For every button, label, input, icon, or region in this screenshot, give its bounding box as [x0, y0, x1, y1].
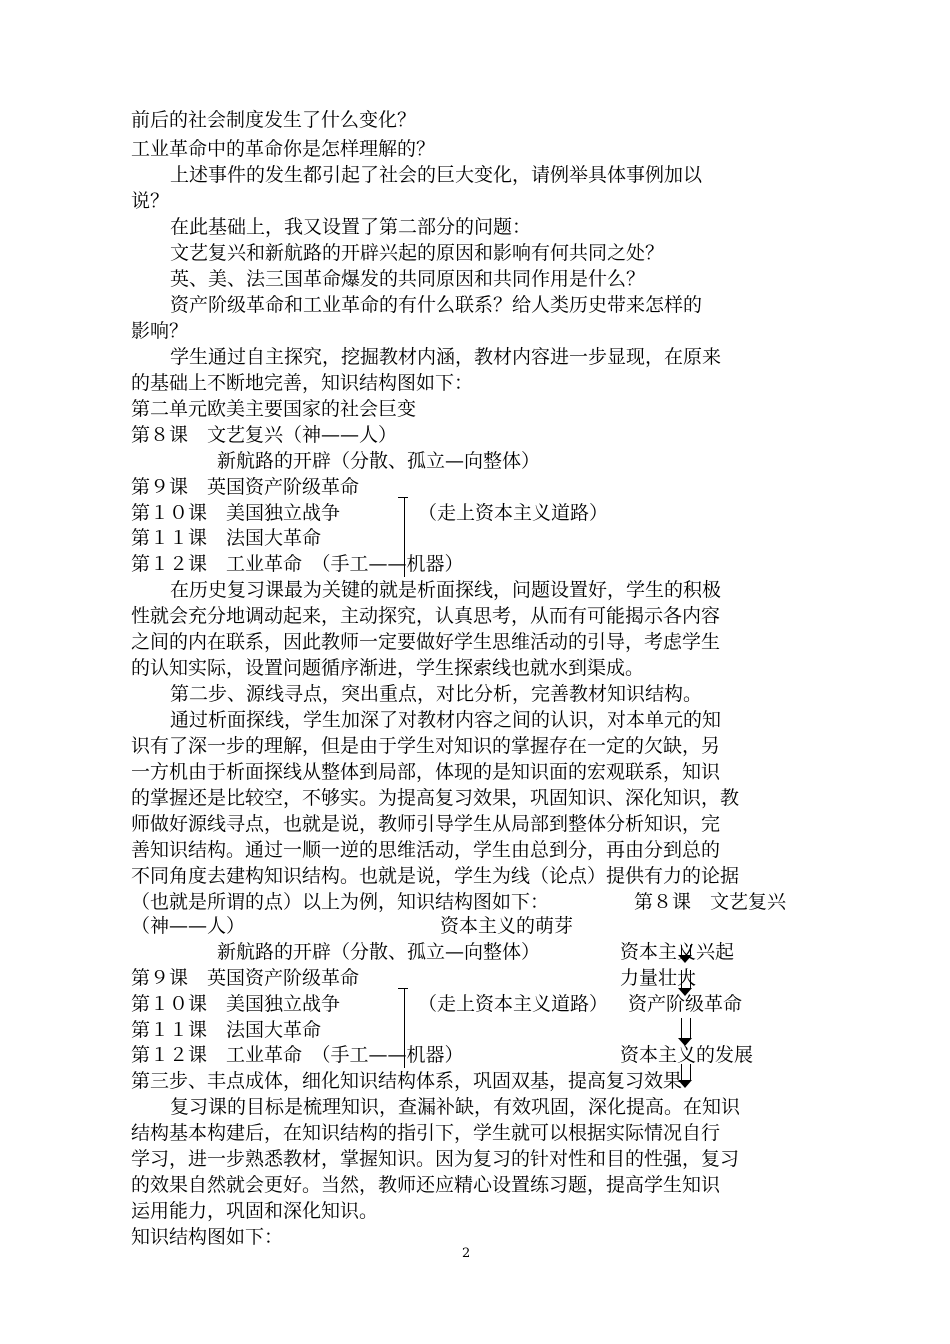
diagram-item: 第１１课 法国大革命 [131, 527, 322, 549]
text-line: 学生通过自主探究，挖掘教材内涵，教材内容进一步显现，在原来 [170, 346, 722, 368]
down-arrow-icon [681, 1018, 691, 1038]
text-line: 影响？ [131, 320, 189, 342]
diagram-item: 第９课 英国资产阶级革命 [131, 967, 360, 989]
diagram-item: 第１２课 工业革命 （手工——机器） [131, 1044, 464, 1066]
bracket-line [398, 497, 408, 498]
down-arrow-icon [678, 988, 692, 996]
text-line: 在此基础上，我又设置了第二部分的问题： [170, 216, 532, 238]
text-line: 性就会充分地调动起来，主动探究，认真思考，从而有可能揭示各内容 [131, 605, 721, 627]
text-line: 一方机由于析面探线从整体到局部，体现的是知识面的宏观联系，知识 [131, 761, 721, 783]
diagram-annotation: 力量壮大 [620, 967, 697, 989]
text-line: 在历史复习课最为关键的就是析面探线，问题设置好，学生的积极 [170, 579, 722, 601]
bracket-line [398, 988, 408, 989]
text-line: 善知识结构。通过一顺一逆的思维活动，学生由总到分，再由分到总的 [131, 839, 721, 861]
diagram-annotation: 资产阶级革命 [628, 993, 743, 1015]
down-arrow-icon [678, 955, 692, 963]
diagram-annotation: （走上资本主义道路） [418, 502, 609, 524]
text-line: 前后的社会制度发生了什么变化？ [131, 109, 417, 131]
bracket-line [404, 497, 405, 577]
diagram-annotation: 资本主义的发展 [620, 1044, 754, 1066]
text-line: 工业革命中的革命你是怎样理解的？ [131, 138, 436, 160]
bracket-line [404, 988, 405, 1068]
text-line: 通过析面探线，学生加深了对教材内容之间的认识，对本单元的知 [170, 709, 722, 731]
diagram-item: 新航路的开辟（分散、孤立—向整体） [217, 941, 541, 963]
diagram-title: 第二单元欧美主要国家的社会巨变 [131, 398, 417, 420]
text-line: 运用能力，巩固和深化知识。 [131, 1200, 379, 1222]
text-line: 的基础上不断地完善，知识结构图如下： [131, 372, 474, 394]
step-heading: 第二步、源线寻点，突出重点，对比分析，完善教材知识结构。 [170, 683, 703, 705]
diagram-item: 第１１课 法国大革命 [131, 1019, 322, 1041]
text-line: 资产阶级革命和工业革命的有什么联系？给人类历史带来怎样的 [170, 294, 703, 316]
text-line: 的效果自然就会更好。当然，教师还应精心设置练习题，提高学生知识 [131, 1174, 721, 1196]
down-arrow-icon [681, 970, 691, 988]
text-line: 不同角度去建构知识结构。也就是说，学生为线（论点）提供有力的论据 [131, 865, 740, 887]
diagram-annotation: 资本主义的萌芽 [440, 915, 574, 937]
text-line: 的掌握还是比较空，不够实。为提高复习效果，巩固知识、深化知识，教 [131, 787, 740, 809]
diagram-item: 第１０课 美国独立战争 [131, 502, 341, 524]
down-arrow-icon [681, 945, 691, 955]
text-line: 说？ [131, 190, 170, 212]
step-heading: 第三步、丰点成体，细化知识结构体系，巩固双基，提高复习效果 [131, 1070, 683, 1092]
diagram-item: （神——人） [131, 915, 246, 937]
diagram-annotation: 资本主义兴起 [620, 941, 735, 963]
text-line: 知识结构图如下： [131, 1226, 284, 1248]
down-arrow-icon [681, 1064, 691, 1080]
diagram-item: 第８课 文艺复兴 [634, 891, 787, 913]
text-line: 师做好源线寻点，也就是说，教师引导学生从局部到整体分析知识，完 [131, 813, 721, 835]
text-line: 复习课的目标是梳理知识，查漏补缺，有效巩固，深化提高。在知识 [170, 1096, 741, 1118]
diagram-item: 新航路的开辟（分散、孤立—向整体） [217, 450, 541, 472]
text-line: 文艺复兴和新航路的开辟兴起的原因和影响有何共同之处？ [170, 242, 665, 264]
text-line: 英、美、法三国革命爆发的共同原因和共同作用是什么？ [170, 268, 646, 290]
down-arrow-icon [678, 1038, 692, 1046]
text-line: 的认知实际，设置问题循序渐进，学生探索线也就水到渠成。 [131, 657, 645, 679]
diagram-annotation: （走上资本主义道路） [418, 993, 609, 1015]
diagram-item: 第８课 文艺复兴（神——人） [131, 424, 398, 446]
diagram-item: 第１２课 工业革命 （手工——机器） [131, 553, 464, 575]
text-line: 上述事件的发生都引起了社会的巨大变化，请例举具体事例加以 [170, 164, 703, 186]
diagram-item: 第９课 英国资产阶级革命 [131, 476, 360, 498]
text-line: 之间的内在联系，因此教师一定要做好学生思维活动的引导，考虑学生 [131, 631, 721, 653]
page-number: 2 [462, 1246, 471, 1261]
text-line: 学习，进一步熟悉教材，掌握知识。因为复习的针对性和目的性强，复习 [131, 1148, 740, 1170]
text-line: （也就是所谓的点）以上为例，知识结构图如下： [131, 891, 550, 913]
text-line: 识有了深一步的理解，但是由于学生对知识的掌握存在一定的欠缺，另 [131, 735, 721, 757]
diagram-item: 第１０课 美国独立战争 [131, 993, 341, 1015]
text-line: 结构基本构建后，在知识结构的指引下，学生就可以根据实际情况自行 [131, 1122, 721, 1144]
